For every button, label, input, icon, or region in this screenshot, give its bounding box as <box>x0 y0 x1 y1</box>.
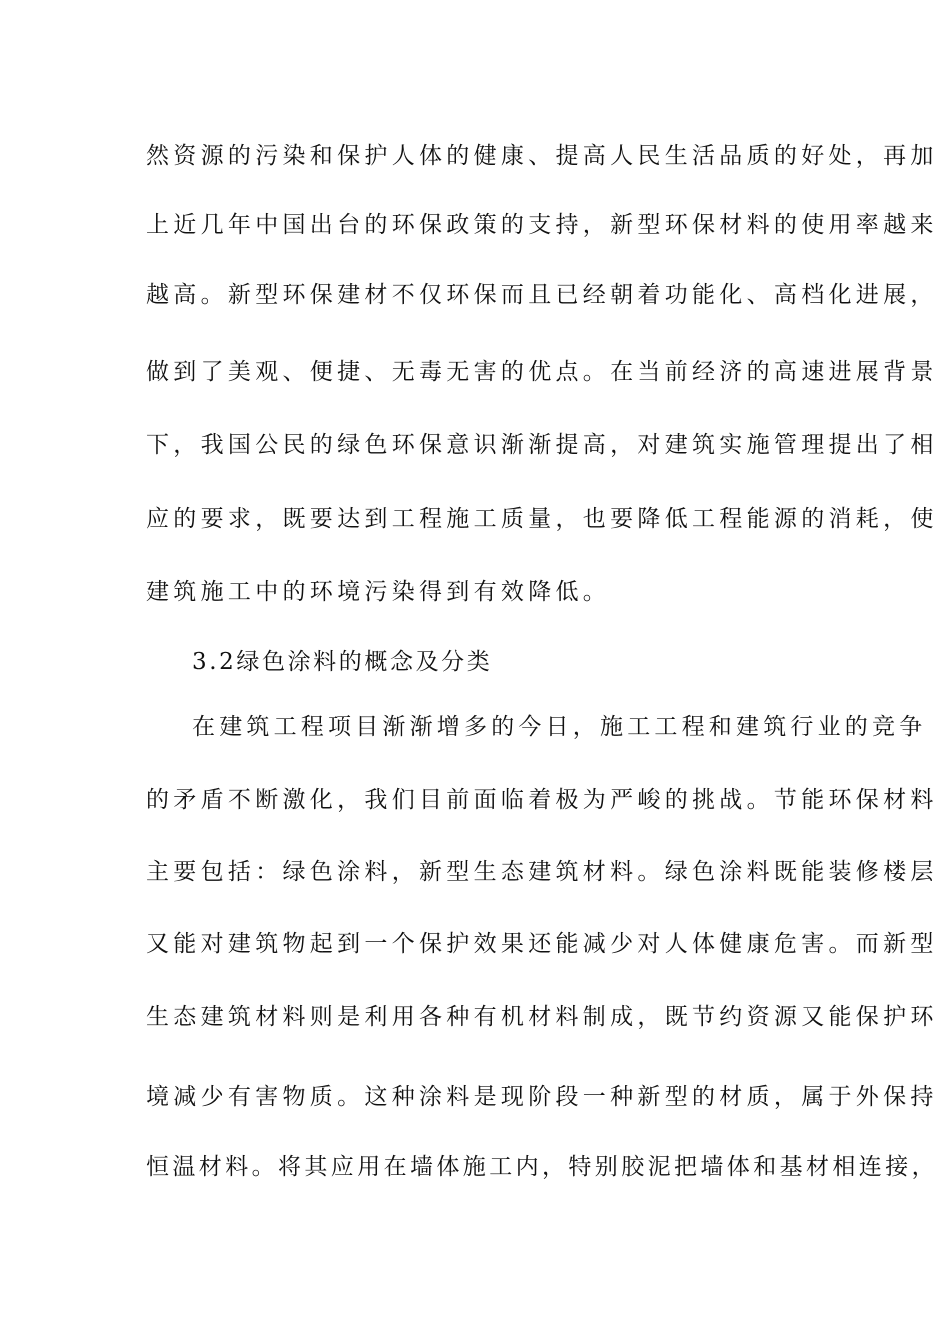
section-heading: 3.2绿色涂料的概念及分类 <box>192 649 493 675</box>
paragraph-2-line-5: 生态建筑材料则是利用各种有机材料制成，既节约资源又能保护环 <box>146 1004 938 1030</box>
paragraph-1-line-3: 越高。新型环保建材不仅环保而且已经朝着功能化、高档化进展， <box>146 282 938 308</box>
paragraph-1-line-5: 下，我国公民的绿色环保意识渐渐提高，对建筑实施管理提出了相 <box>146 432 938 458</box>
paragraph-1-line-1: 然资源的污染和保护人体的健康、提高人民生活品质的好处，再加 <box>146 143 938 169</box>
paragraph-1-line-7: 建筑施工中的环境污染得到有效降低。 <box>146 579 611 605</box>
paragraph-2-line-6: 境减少有害物质。这种涂料是现阶段一种新型的材质，属于外保持 <box>146 1084 938 1110</box>
paragraph-1-line-2: 上近几年中国出台的环保政策的支持，新型环保材料的使用率越来 <box>146 212 938 238</box>
paragraph-2-line-3: 主要包括：绿色涂料，新型生态建筑材料。绿色涂料既能装修楼层 <box>146 859 938 885</box>
paragraph-2-line-7: 恒温材料。将其应用在墙体施工内，特别胶泥把墙体和基材相连接， <box>146 1154 938 1180</box>
paragraph-1-line-4: 做到了美观、便捷、无毒无害的优点。在当前经济的高速进展背景 <box>146 359 938 385</box>
paragraph-2-line-2: 的矛盾不断激化，我们目前面临着极为严峻的挑战。节能环保材料 <box>146 787 938 813</box>
paragraph-2-line-1: 在建筑工程项目渐渐增多的今日，施工工程和建筑行业的竞争 <box>192 714 927 740</box>
paragraph-2-line-4: 又能对建筑物起到一个保护效果还能减少对人体健康危害。而新型 <box>146 931 938 957</box>
paragraph-1-line-6: 应的要求，既要达到工程施工质量，也要降低工程能源的消耗，使 <box>146 506 938 532</box>
